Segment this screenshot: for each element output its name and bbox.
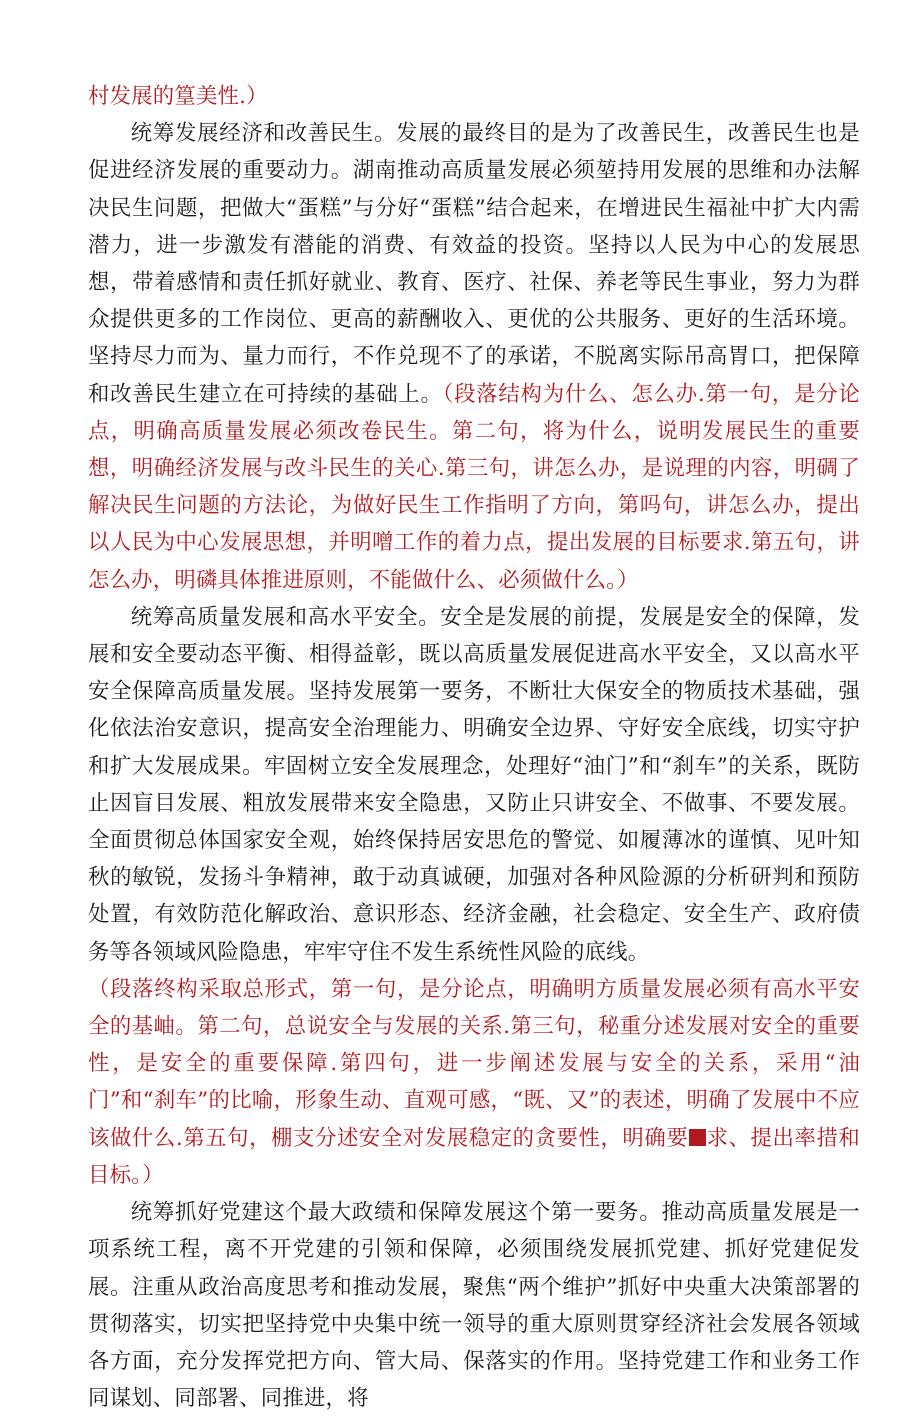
paragraph-3 <box>88 1194 860 1417</box>
redaction-mark <box>689 1129 706 1146</box>
paragraph-0 <box>88 78 860 115</box>
paragraph-text: 统筹高质量发展和高水平安全。安全是发展的前提，发展是安全的保障，发展和安全要动态平衡、相得益彰，既以高质量发展促进高水平安全，又以高水平安全保障高质量发展。坚持发展第一要务，不断壮大保安全的物质技术基础，强化依法治安意识，提高安全治理能力、明确安全边界、守好安全底线，切实守护和扩大发展成果。牢固树立安全发展理念，处理好“油门”和“刹车”的关系，既防止因盲目发展、粗放发展带来安全隐患，又防止只讲安全、不做事、不要发展。全面贯彻总体国家安全观，始终保持居安思危的警觉、如履薄冰的谨慎、见叶知秋的敏锐，发扬斗争精神，敢于动真诚硬，加强对各种风险源的分析研判和预防处置，有效防范化解政治、意识形态、经济金融，社会稳定、安全生产、政府债务等各领域风险隐患，牢牢守住不发生系统性风险的底线。 <box>88 604 860 965</box>
paragraph-1 <box>88 115 860 599</box>
annotation-text: 村发展的篁美性.） <box>88 84 268 109</box>
annotation-text-continued: 求、提出率措和目标。） <box>88 1125 860 1188</box>
paragraph-text: 统筹发展经济和改善民生。发展的最终目的是为了改善民生，改善民生也是促进经济发展的重要动力。湖南推动高质量发展必须堃持用发展的思维和办法解决民生问题，把做大“蛋糕”与分好“蛋糕”结合起来，在增进民生福祉中扩大内需潜力，进一步激发有潜能的消费、有效益的投资。坚持以人民为中心的发展思想，带着感情和责任抓好就业、教育、医疗、社保、养老等民生事业，努力为群众提供更多的工作岗位、更高的薪酬收入、更优的公共服务、更好的生活环境。坚持尽力而为、量力而行，不作兑现不了的承诺，不脱离实际吊高胃口，把保障和改善民生建立在可持续的基础上。 <box>88 121 860 407</box>
paragraph-text: 统筹抓好党建这个最大政绩和保障发展这个第一要务。推动高质量发展是一项系统工程，离不开党建的引领和保障，必须围绕发展抓党建、抓好党建促发展。注重从政治高度思考和推动发展，聚焦“两个维护”抓好中央重大决策部署的贯彻落实，切实把坚持党中央集中统一领导的重大原则贯穿经济社会发展各领域各方面，充分发挥党把方向、管大局、保落实的作用。坚持党建工作和业务工作同谋划、同部署、同推进，将 <box>88 1200 860 1412</box>
annotation-paragraph-2 <box>88 971 860 1194</box>
annotation-text: （段落结构为什么、怎么办.第一句，是分论点，明确高质量发展必须改卷民生。第二句，将为什么，说明发展民生的重要想，明确经济发展与改斗民生的关心.第三句，讲怎么办，是说理的内容，明碉了解决民生问题的方法论，为做好民生工作指明了方向，第吗句，讲怎么办，提出以人民为中心发展思想，并明噌工作的着力点，提出发展的目标要求.第五句，讲怎么办，明磷具体推进原则，不能做什么、必须做什么。） <box>88 381 860 593</box>
annotation-text: （段落终构采取总形式，第一句，是分论点，明确明方质量发展必须有高水平安全的基岫。第二句，总说安全与发展的关系.第三句，秘重分述发展对安全的重要性，是安全的重要保障.第四句，进一步阐述发展与安全的关系，采用“油门”和“刹车”的比喻，形象生动、直观可感，“既、又”的表述，明确了发展中不应该做什么.第五句，棚支分述安全对发展稳定的贪要性，明确要 <box>88 976 860 1151</box>
document-body <box>88 78 860 1417</box>
paragraph-2 <box>88 599 860 971</box>
